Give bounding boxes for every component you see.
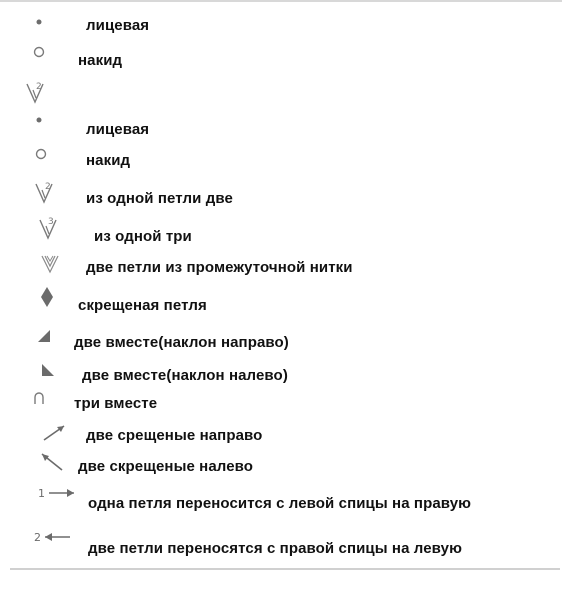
arrow-1-right-icon [36, 480, 80, 508]
legend-label: одна петля переносится с левой спицы на правую [88, 495, 472, 512]
dot-icon [22, 12, 56, 40]
legend-label: накид [78, 52, 123, 69]
legend-label: скрещеная петля [78, 297, 207, 314]
circle-icon [22, 40, 56, 68]
arrow-2-left-icon [32, 524, 76, 552]
bottom-divider [10, 568, 560, 570]
legend-label: две вместе(наклон налево) [82, 367, 288, 384]
arrow-up-right-icon [38, 418, 72, 446]
svg-text:3: 3 [48, 217, 54, 227]
arrow-number: 2 [34, 531, 41, 544]
legend-label: накид [86, 152, 131, 169]
legend-label: три вместе [74, 395, 158, 412]
legend-label: лицевая [86, 17, 150, 34]
triangle-left-icon [32, 356, 66, 384]
arch-icon [22, 386, 56, 414]
arrow-down-left-icon [34, 446, 68, 474]
svg-text:2: 2 [45, 182, 51, 192]
diamond-icon [30, 284, 64, 312]
dot-icon [22, 110, 56, 138]
top-divider [0, 0, 562, 2]
legend-label: из одной петли две [86, 190, 233, 207]
legend-label: лицевая [86, 121, 150, 138]
increase-2-icon [19, 78, 53, 106]
triangle-right-icon [28, 322, 62, 350]
arrow-number: 1 [38, 487, 45, 500]
legend-label: две срещеные направо [86, 427, 263, 444]
legend-label: две вместе(наклон направо) [74, 334, 289, 351]
svg-text:2: 2 [36, 82, 42, 92]
increase-2-icon [28, 178, 62, 206]
legend-label: две петли из промежуточной нитки [86, 259, 353, 276]
circle-icon [24, 142, 58, 170]
legend-label: две петли переносятся с правой спицы на левую [88, 540, 462, 557]
increase-3-icon [32, 214, 66, 242]
legend-label: две скрещеные налево [78, 458, 254, 475]
legend-label: из одной три [94, 228, 192, 245]
double-v-icon [34, 250, 68, 278]
